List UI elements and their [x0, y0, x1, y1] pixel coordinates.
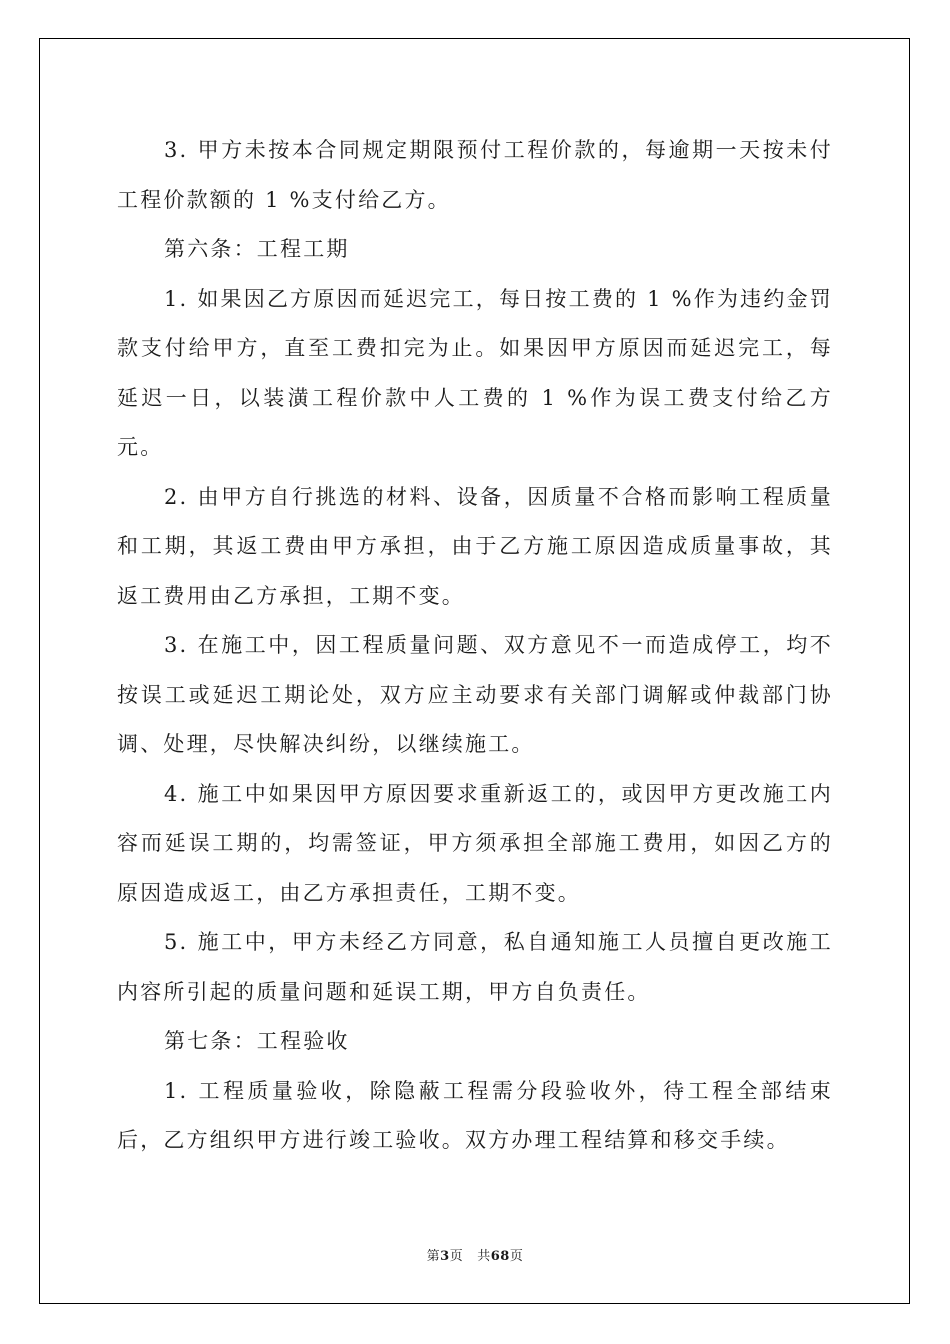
- paragraph-article-7-item-1: 1. 工程质量验收，除隐蔽工程需分段验收外，待工程全部结束后，乙方组织甲方进行竣工验收。双方办理工程结算和移交手续。: [117, 1078, 833, 1152]
- section-heading-article-6: 第六条：工程工期: [164, 237, 350, 261]
- paragraph-article-6-item-2: 2. 由甲方自行挑选的材料、设备，因质量不合格而影响工程质量和工期，其返工费由甲方承担，由于乙方施工原因造成质量事故，其返工费用由乙方承担，工期不变。: [117, 484, 833, 608]
- total-pages: 68: [490, 1249, 510, 1264]
- paragraph-article-6-item-5: 5. 施工中，甲方未经乙方同意，私自通知施工人员擅自更改施工内容所引起的质量问题和延误工期，甲方自负责任。: [117, 930, 833, 1004]
- paragraph-article-6-item-3: 3. 在施工中，因工程质量问题、双方意见不一而造成停工，均不按误工或延迟工期论处，双方应主动要求有关部门调解或仲裁部门协调、处理，尽快解决纠纷，以继续施工。: [117, 633, 833, 756]
- paragraph-article-6-item-1: 1. 如果因乙方原因而延迟完工，每日按工费的 1 %作为违约金罚款支付给甲方，直至工费扣完为止。如果因甲方原因而延迟完工，每延迟一日，以装潢工程价款中人工费的 1 %作为误工费支付给乙方元。: [117, 286, 833, 459]
- page-number: 3: [440, 1249, 450, 1264]
- total-suffix: 页: [509, 1249, 524, 1264]
- paragraph-clause-5-item-3: 3. 甲方未按本合同规定期限预付工程价款的，每逾期一天按未付工程价款额的 1 %支付给乙方。: [117, 138, 833, 212]
- page-suffix: 页: [449, 1249, 464, 1264]
- paragraph-article-6-item-4: 4. 施工中如果因甲方原因要求重新返工的，或因甲方更改施工内容而延误工期的，均需签证，甲方须承担全部施工费用，如因乙方的原因造成返工，由乙方承担责任，工期不变。: [117, 781, 833, 905]
- total-prefix: 共: [477, 1249, 491, 1264]
- section-heading-article-7: 第七条：工程验收: [164, 1029, 350, 1053]
- page-footer: [0, 1245, 950, 1264]
- document-body: [117, 126, 833, 1166]
- page-prefix: 第: [426, 1249, 441, 1264]
